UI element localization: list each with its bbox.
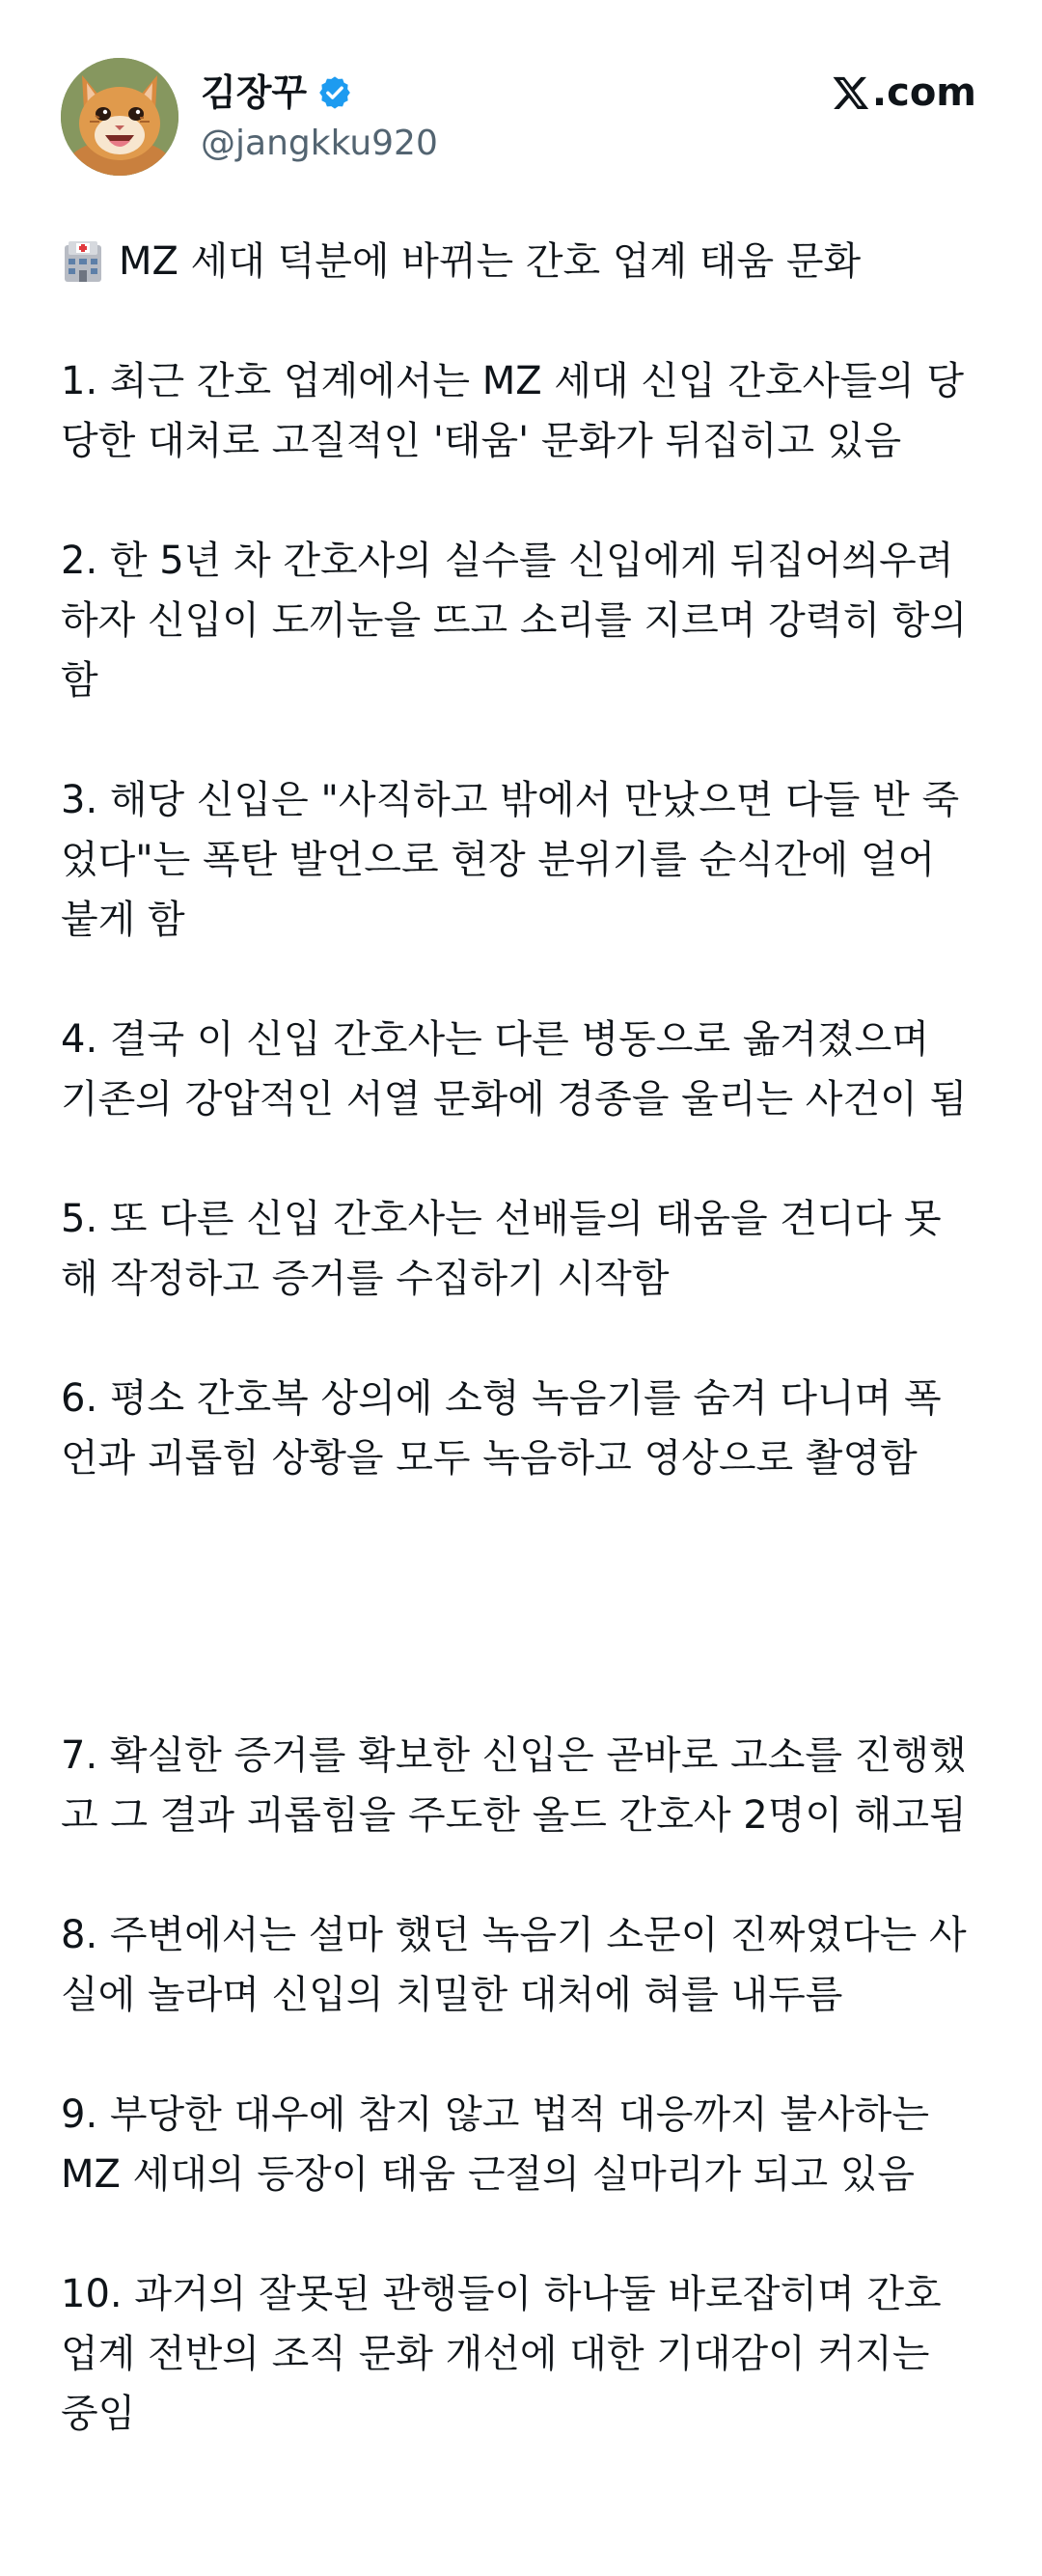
post-line: 해 작정하고 증거를 수집하기 시작함 — [61, 1257, 670, 1301]
post-line: MZ 세대의 등장이 태움 근절의 실마리가 되고 있음 — [61, 2152, 916, 2197]
list-item — [61, 1010, 997, 1129]
post-line: 4. 결국 이 신입 간호사는 다른 병동으로 옮겨졌으며 — [61, 1017, 929, 1062]
post-line: 6. 평소 간호복 상의에 소형 녹음기를 숨겨 다니며 폭 — [61, 1376, 942, 1421]
post-title-row — [61, 232, 997, 291]
list-item — [61, 2085, 997, 2204]
post-line: 2. 한 5년 차 간호사의 실수를 신입에게 뒤집어씌우려 — [61, 539, 954, 583]
post-line: 붙게 함 — [61, 898, 185, 942]
list-item — [61, 531, 997, 710]
x-domain-text: .com — [871, 70, 976, 115]
post-title: MZ 세대 덕분에 바뀌는 간호 업계 태움 문화 — [119, 239, 862, 284]
author-handle[interactable]: @jangkku920 — [201, 124, 438, 163]
list-item — [61, 1726, 997, 1845]
list-item — [61, 351, 997, 471]
post-line: 하자 신입이 도끼눈을 뜨고 소리를 지르며 강력히 항의 — [61, 598, 968, 643]
post-line: 언과 괴롭힘 상황을 모두 녹음하고 영상으로 촬영함 — [61, 1436, 918, 1481]
post-line: 9. 부당한 대우에 참지 않고 법적 대응까지 불사하는 — [61, 2092, 929, 2137]
post-line: 8. 주변에서는 설마 했던 녹음기 소문이 진짜였다는 사 — [61, 1913, 967, 1957]
post-line: 1. 최근 간호 업계에서는 MZ 세대 신입 간호사들의 당 — [61, 359, 964, 403]
post-line: 고 그 결과 괴롭힘을 주도한 올드 간호사 2명이 해고됨 — [61, 1793, 967, 1838]
cat-avatar-icon[interactable] — [61, 58, 178, 176]
post-line: 7. 확실한 증거를 확보한 신입은 곧바로 고소를 진행했 — [61, 1733, 967, 1778]
post-line: 중임 — [61, 2392, 136, 2436]
post-line: 3. 해당 신입은 "사직하고 밖에서 만났으면 다들 반 죽 — [61, 778, 960, 822]
post-line: 었다"는 폭탄 발언으로 현장 분위기를 순식간에 얼어 — [61, 838, 936, 882]
hospital-icon — [61, 239, 105, 284]
list-item — [61, 1189, 997, 1309]
list-item — [61, 2264, 997, 2444]
post-line: 함 — [61, 658, 98, 703]
post-line: 실에 놀라며 신입의 치밀한 대처에 혀를 내두름 — [61, 1973, 843, 2017]
verified-badge-icon — [316, 74, 353, 111]
x-logo — [832, 66, 976, 120]
tweet-text — [61, 232, 997, 2444]
x-logo-icon — [832, 73, 870, 112]
post-line: 업계 전반의 조직 문화 개선에 대한 기대감이 커지는 — [61, 2332, 930, 2376]
list-item — [61, 1369, 997, 1488]
tweet-header — [0, 0, 1042, 193]
post-line: 당한 대처로 고질적인 '태움' 문화가 뒤집히고 있음 — [61, 419, 902, 463]
list-item — [61, 1905, 997, 2025]
post-line: 5. 또 다른 신입 간호사는 선배들의 태움을 견디다 못 — [61, 1197, 942, 1241]
list-item — [61, 770, 997, 950]
author-display-name[interactable]: 김장꾸 — [201, 71, 308, 114]
author-name-row — [201, 66, 353, 120]
post-line: 기존의 강압적인 서열 문화에 경종을 울리는 사건이 됨 — [61, 1077, 968, 1122]
post-line: 10. 과거의 잘못된 관행들이 하나둘 바로잡히며 간호 — [61, 2272, 942, 2316]
